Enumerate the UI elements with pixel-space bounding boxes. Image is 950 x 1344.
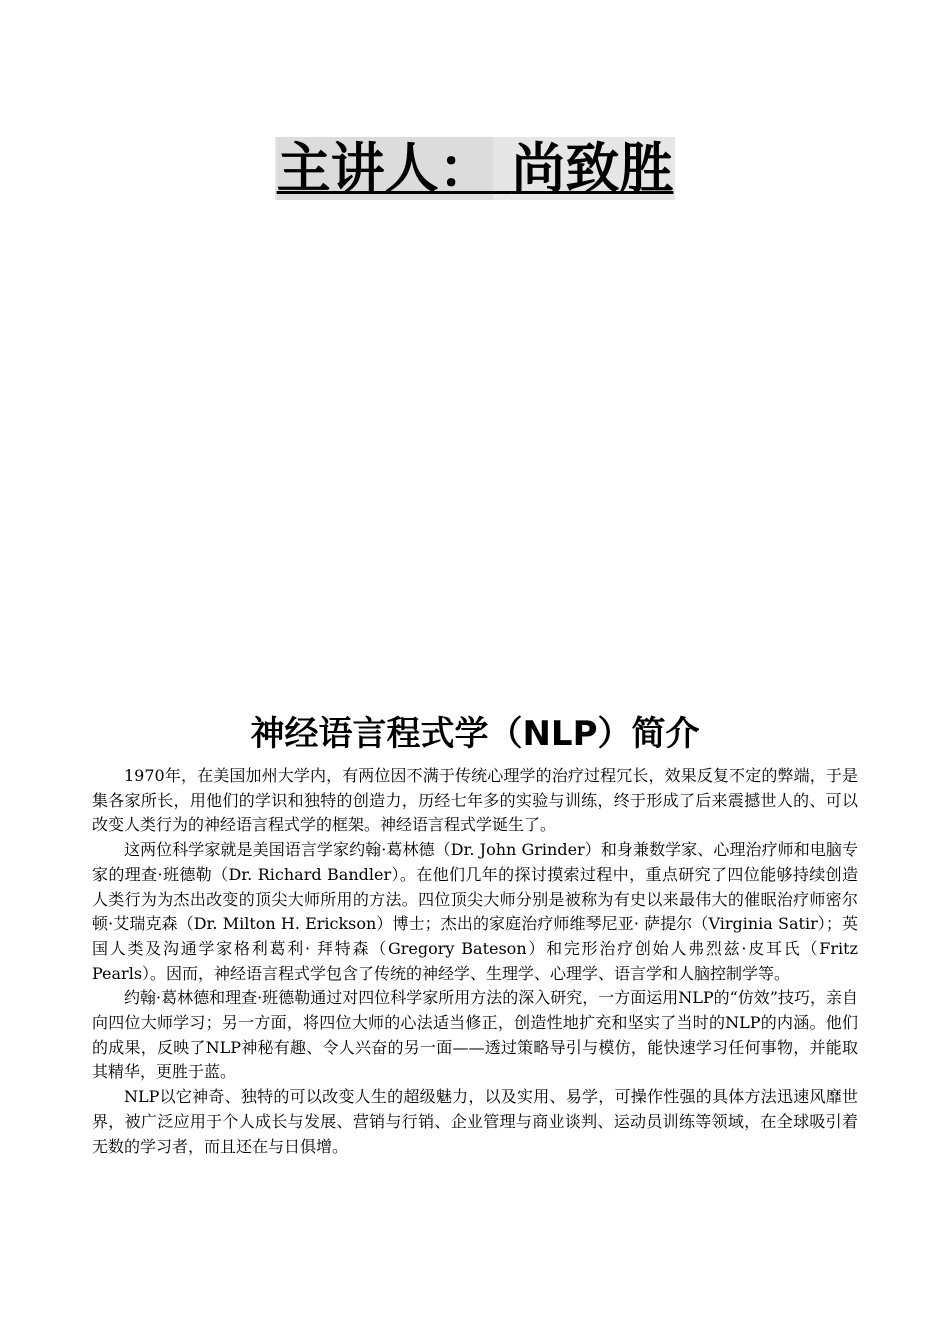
- speaker-name: 尚致胜: [511, 137, 674, 200]
- section-title: 神经语言程式学（NLP）简介: [250, 714, 700, 754]
- paragraph-2: 这两位科学家就是美国语言学家约翰·葛林德（Dr. John Grinder）和身兼数学家、心理治疗师和电脑专家的理查·班德勒（Dr. Richard Bandler）。在他们几年的探讨摸索过程中，重点研究了四位能够持续创造人类行为为杰出改变的顶尖大师所用的方法。四位顶尖大师分别是被称为有史以来最伟大的催眠治疗师密尔顿·艾瑞克森（Dr. Milton H. Erickson）博士；杰出的家庭治疗师维琴尼亚· 萨提尔（Virginia Satir）；英国人类及沟通学家格利葛利· 拜特森（Gregory Bateson）和完形治疗创始人弗烈兹·皮耳氏（Fritz Pearls）。因而，神经语言程式学包含了传统的神经学、生理学、心理学、语言学和人脑控制学等。: [92, 840, 858, 983]
- paragraph-4: NLP以它神奇、独特的可以改变人生的超级魅力，以及实用、易学，可操作性强的具体方法迅速风靡世界，被广泛应用于个人成长与发展、营销与行销、企业管理与商业谈判、运动员训练等领域，在全球吸引着无数的学习者，而且还在与日俱增。: [92, 1087, 858, 1156]
- speaker-highlight: [275, 137, 676, 200]
- speaker-label: 主讲人：: [276, 137, 493, 200]
- paragraph-1: 1970年，在美国加州大学内，有两位因不满于传统心理学的治疗过程冗长，效果反复不定的弊端，于是集各家所长，用他们的学识和独特的创造力，历经七年多的实验与训练，终于形成了后来震撼世人的、可以改变人类行为的神经语言程式学的框架。神经语言程式学诞生了。: [92, 766, 858, 835]
- speaker-title: [0, 134, 950, 204]
- article-body: [92, 764, 858, 1159]
- paragraph-3: 约翰·葛林德和理查·班德勒通过对四位科学家所用方法的深入研究，一方面运用NLP的“仿效”技巧，亲自向四位大师学习；另一方面，将四位大师的心法适当修正，创造性地扩充和坚实了当时的NLP的内涵。他们的成果，反映了NLP神秘有趣、令人兴奋的另一面——透过策略导引与模仿，能快速学习任何事物，并能取其精华，更胜于蓝。: [92, 988, 858, 1082]
